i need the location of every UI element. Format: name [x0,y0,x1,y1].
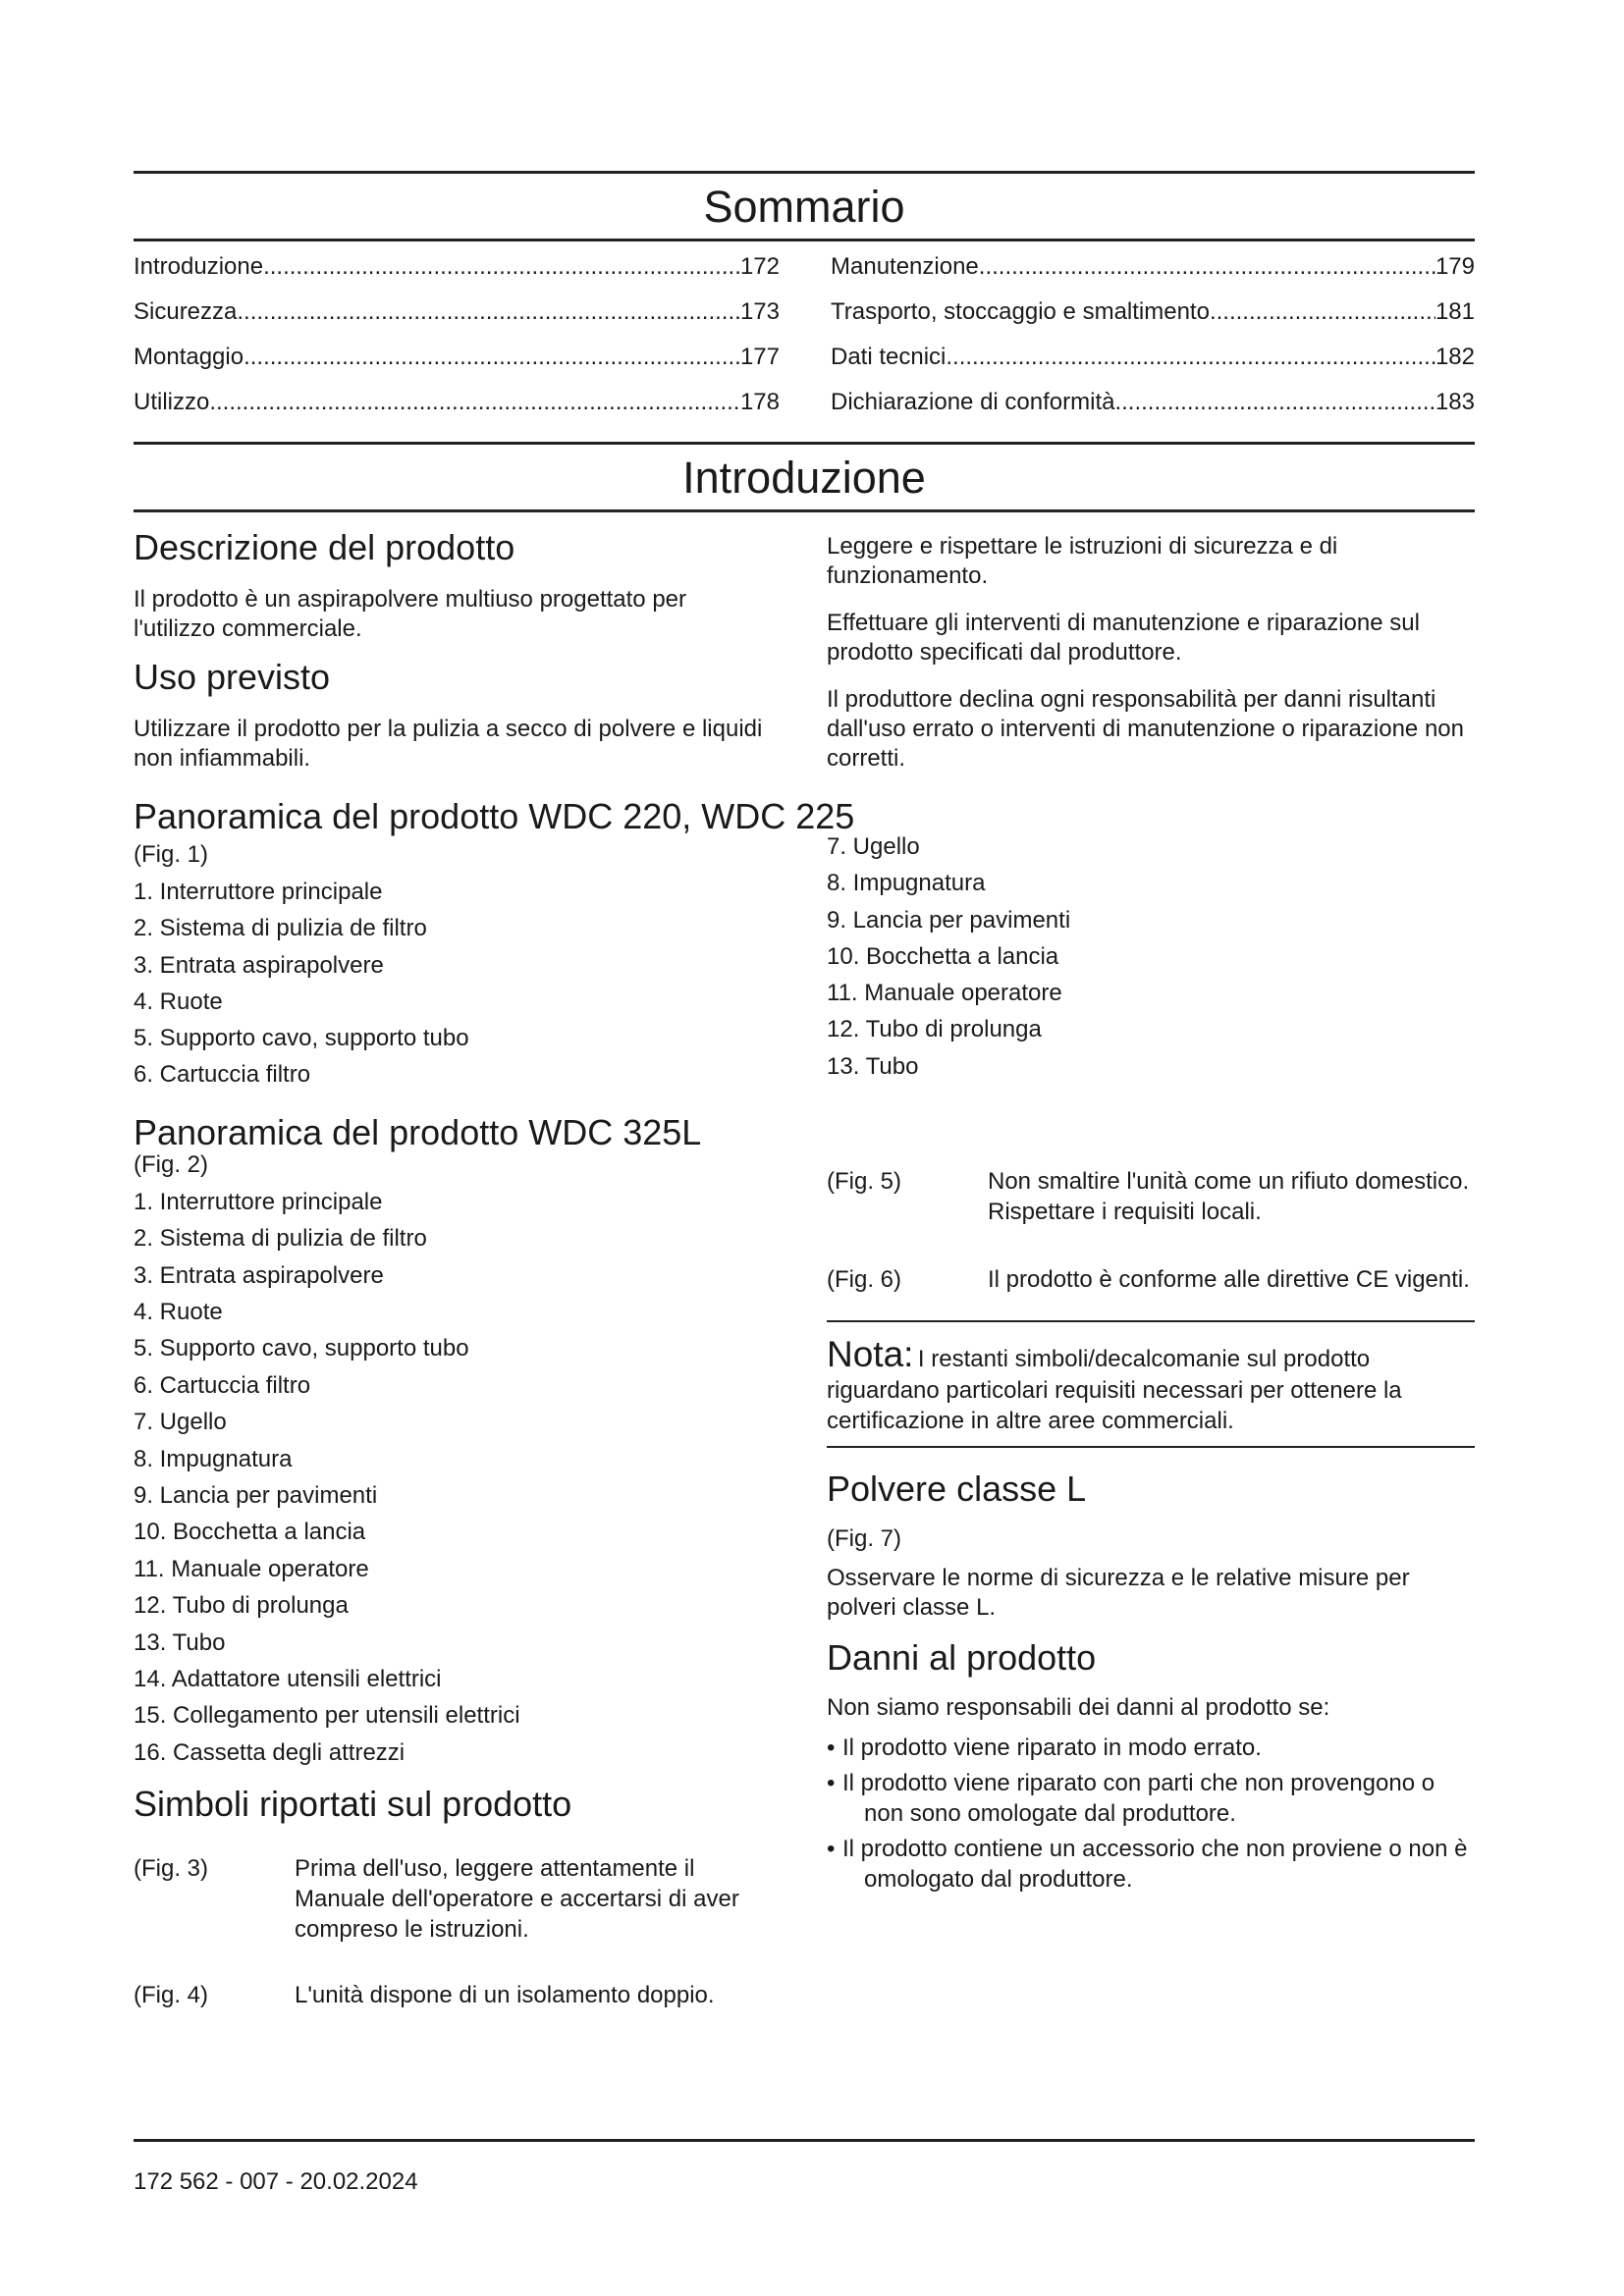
list-item: 1. Interruttore principale [134,1188,383,1215]
overview1-right-column [827,828,1475,1094]
toc-entry[interactable]: Manutenzione ..... 179 [831,253,1475,298]
list-item: 8. Impugnatura [827,870,986,897]
overview2-fig-ref: (Fig. 2) [134,1150,209,1178]
list-item: 9. Lancia per pavimenti [827,906,1071,934]
note-box [827,1320,1475,1448]
list-item: 13. Tubo [134,1629,226,1656]
dust-class-fig-ref: (Fig. 7) [827,1524,902,1552]
fig-ref: (Fig. 5) [827,1167,902,1195]
intended-use-heading: Uso previsto [134,657,331,697]
list-item: 1. Interruttore principale [134,879,383,905]
symbol-description: L'unità dispone di un isolamento doppio. [295,1982,715,2009]
intro-bottom-rule [134,509,1475,512]
list-item: • Il prodotto viene riparato con parti che non provengono o non sono omologate dal produttore. [827,1769,1435,1827]
list-item: 15. Collegamento per utensili elettrici [134,1702,520,1730]
intro-paragraph: Il produttore declina ogni responsabilità per danni risultanti dall'uso errato o interventi di manutenzione o riparazione non corretti. [827,686,1464,772]
damage-heading: Danni al prodotto [827,1636,1097,1678]
note-text: I restanti simboli/decalcomanie sul prodotto riguardano particolari requisiti necessari per ottenere la certificazione in altre aree commerciali. [827,1345,1402,1434]
toc-entry[interactable]: Introduzione ..... 172 [134,253,780,298]
toc-entry[interactable]: Utilizzo ..... 178 [134,389,780,434]
overview2-list [134,1184,772,1772]
list-item: 10. Bocchetta a lancia [827,942,1059,970]
list-item: 5. Supporto cavo, supporto tubo [134,1335,469,1362]
toc-entry[interactable]: Montaggio ..... 177 [134,344,780,389]
table-of-contents [134,241,1475,442]
dust-class-text: Osservare le norme di sicurezza e le relative misure per polveri classe L. [827,1564,1410,1621]
list-item: 4. Ruote [134,988,223,1015]
toc-entry[interactable]: Dichiarazione di conformità ..... 183 [831,389,1475,434]
note-label: Nota: [827,1333,914,1374]
symbol-row-fig3 [134,1853,772,1945]
fig-ref: (Fig. 4) [134,1982,209,2009]
lower-columns [134,1111,1475,2011]
damage-list [827,1733,1475,1895]
symbol-description: Non smaltire l'unità come un rifiuto domestico. Rispettare i requisiti locali. [988,1167,1470,1225]
lower-right-column [827,1111,1475,2011]
list-item: 6. Cartuccia filtro [134,1371,311,1399]
overview1-fig-ref: (Fig. 1) [134,841,209,868]
list-item: 7. Ugello [827,833,920,860]
symbol-row-fig4 [134,1980,772,2010]
product-description-text: Il prodotto è un aspirapolvere multiuso progettato per l'utilizzo commerciale. [134,586,687,642]
list-item: 11. Manuale operatore [827,980,1062,1007]
list-item: 12. Tubo di prolunga [827,1016,1042,1043]
list-item: 10. Bocchetta a lancia [134,1519,366,1546]
list-item: 12. Tubo di prolunga [134,1592,349,1620]
list-item: 2. Sistema di pulizia de filtro [134,915,427,942]
overview1-list-left [134,874,772,1094]
list-item: 13. Tubo [827,1052,919,1080]
lower-left-column [134,1111,772,2011]
intro-left-column [134,526,772,774]
intro-title: Introduzione [682,453,926,503]
dust-class-heading: Polvere classe L [827,1468,1087,1509]
list-item: 14. Adattatore utensili elettrici [134,1666,442,1693]
list-item: • Il prodotto viene riparato in modo errato. [827,1734,1262,1761]
overview2-heading: Panoramica del prodotto WDC 325L [134,1111,702,1152]
list-item: 6. Cartuccia filtro [134,1061,311,1089]
toc-title: Sommario [703,182,905,232]
toc-entry[interactable]: Dati tecnici ..... 182 [831,344,1475,389]
list-item: 7. Ugello [134,1409,227,1436]
toc-left-column [134,253,780,434]
list-item: 5. Supporto cavo, supporto tubo [134,1025,469,1052]
intro-paragraph: Effettuare gli interventi di manutenzione e riparazione sul prodotto specificati dal produttore. [827,610,1420,666]
list-item: 2. Sistema di pulizia de filtro [134,1225,427,1253]
intro-top-rule [134,442,1475,445]
toc-top-rule [134,171,1475,174]
product-description-heading: Descrizione del prodotto [134,527,515,567]
symbol-row-fig6 [827,1264,1475,1295]
toc-entry[interactable]: Trasporto, stoccaggio e smaltimento ..... 181 [831,298,1475,344]
symbol-row-fig5 [827,1166,1475,1227]
intro-paragraph: Leggere e rispettare le istruzioni di sicurezza e di funzionamento. [827,533,1338,589]
list-item: 11. Manuale operatore [134,1555,369,1582]
symbol-description: Il prodotto è conforme alle direttive CE vigenti. [988,1265,1470,1293]
list-item: 4. Ruote [134,1299,223,1325]
overview1-left-column [134,838,772,1094]
fig-ref: (Fig. 6) [827,1265,902,1293]
list-item: • Il prodotto contiene un accessorio che non proviene o non è omologato dal produttore. [827,1835,1468,1893]
intended-use-text: Utilizzare il prodotto per la pulizia a secco di polvere e liquidi non infiammabili. [134,716,763,772]
manual-page [134,171,1475,2010]
symbol-description: Prima dell'uso, leggere attentamente il Manuale dell'operatore e accertarsi di aver compreso le istruzioni. [295,1855,739,1944]
toc-right-column [831,253,1475,434]
list-item: 8. Impugnatura [134,1445,293,1472]
list-item: 3. Entrata aspirapolvere [134,1261,384,1289]
overview1-columns [134,833,1475,1094]
document-code: 172 562 - 007 - 20.02.2024 [134,2168,418,2195]
intro-right-column [827,526,1475,774]
list-item: 3. Entrata aspirapolvere [134,951,384,979]
intro-columns [134,526,1475,774]
toc-entry[interactable]: Sicurezza ..... 173 [134,298,780,344]
overview1-heading: Panoramica del prodotto WDC 220, WDC 225 [134,796,855,836]
list-item: 9. Lancia per pavimenti [134,1482,378,1510]
damage-intro: Non siamo responsabili dei danni al prodotto se: [827,1693,1330,1721]
footer-rule [134,2139,1475,2142]
symbols-heading: Simboli riportati sul prodotto [134,1784,572,1825]
list-item: 16. Cassetta degli attrezzi [134,1738,406,1766]
fig-ref: (Fig. 3) [134,1855,209,1883]
overview1-list-right [827,828,1475,1085]
